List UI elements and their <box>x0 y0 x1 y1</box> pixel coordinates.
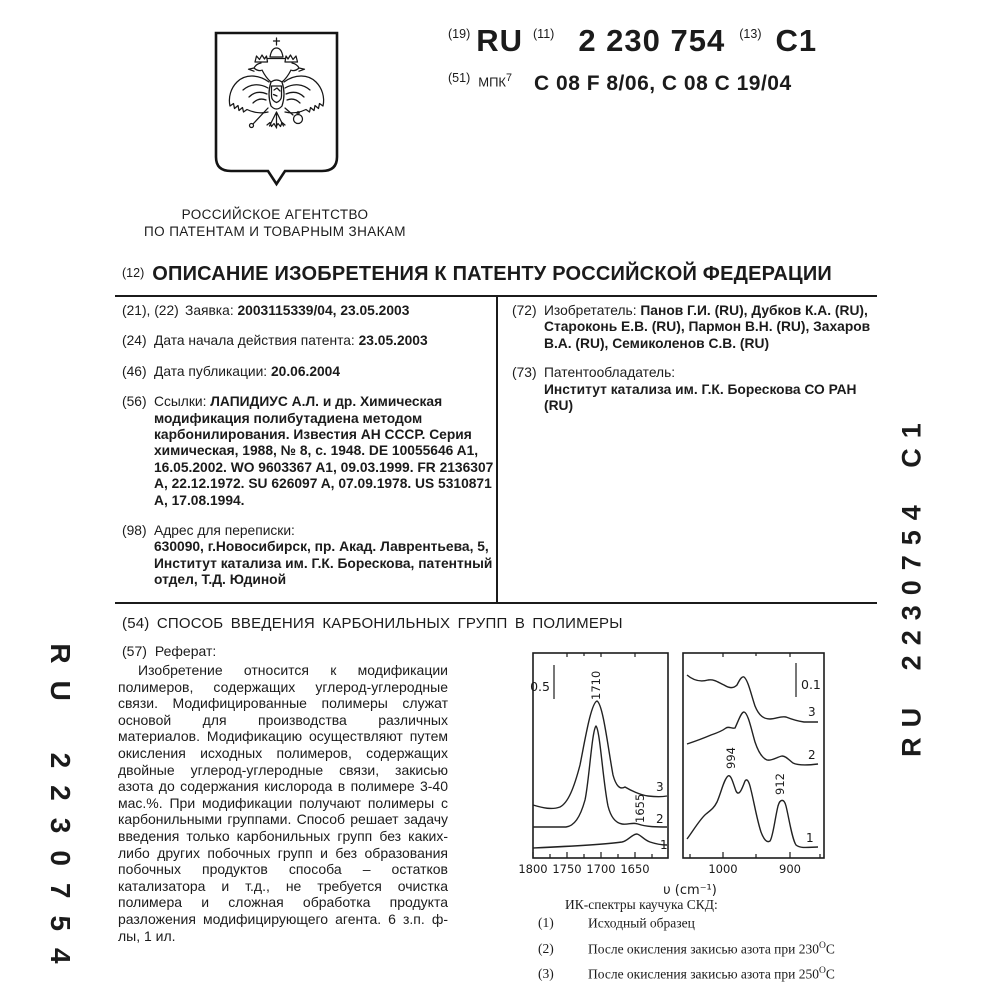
right-curve1-label: 1 <box>806 831 814 845</box>
address-label: Адрес для переписки: <box>154 523 295 539</box>
peak-label-912: 912 <box>773 773 787 795</box>
references-value: ЛАПИДИУС А.Л. и др. Химическая модификация полибутадиена методом карбонилирования. Известия АН СССР. Серия химическая, 1988, № 8, с. 1948. DE 10055646 A1, 16.05.2002. WO 9603367 A1, 09.03.1999. FR 2136307 A, 22.12.1972. SU 626097 A, 07.09.1978. US 5310871 A, 17.08.1994. <box>154 394 494 508</box>
right-curve-2 <box>687 712 818 765</box>
legend-text-3: После окисления закисью азота при $250^ОС$ <box>588 966 835 982</box>
legend-text-1: Исходный образец <box>588 915 695 931</box>
inid-12: (12) <box>122 266 145 280</box>
inid-46: (46) <box>122 363 147 379</box>
pub-date-label: Дата публикации: <box>154 363 268 379</box>
publication-header <box>448 24 817 58</box>
legend-num-2: (2) <box>538 940 554 956</box>
inid-56: (56) <box>122 394 147 410</box>
start-date-label: Дата начала действия патента: <box>154 333 355 349</box>
inid-73: (73) <box>512 365 537 381</box>
agency-line2: ПО ПАТЕНТАМ И ТОВАРНЫМ ЗНАКАМ <box>144 224 406 239</box>
right-curve3-label: 3 <box>808 705 816 719</box>
application-label: Заявка: <box>185 303 234 318</box>
ir-spectra-figure <box>510 643 894 901</box>
document-title-text: ОПИСАНИЕ ИЗОБРЕТЕНИЯ К ПАТЕНТУ РОССИЙСКОЙ ФЕДЕРАЦИИ <box>152 263 832 285</box>
ipc-codes: C 08 F 8/06, C 08 C 19/04 <box>534 72 792 95</box>
left-margin-publication-number: RU 2230754 <box>45 643 76 981</box>
inid-19: (19) <box>448 27 471 41</box>
agency-name <box>110 206 440 240</box>
coat-of-arms-box <box>212 30 341 192</box>
left-curve2-label: 2 <box>656 812 664 826</box>
legend-num-3: (3) <box>538 966 554 981</box>
pub-date-value: 20.06.2004 <box>270 363 341 379</box>
patentee-value: Институт катализа им. Г.К. Борескова СО РАН (RU) <box>544 381 857 414</box>
right-scale-value: 0.1 <box>801 677 821 692</box>
inventors-value: Панов Г.И. (RU), Дубков К.А. (RU), Староконь Е.В. (RU), Пармон В.Н. (RU), Захаров В.А. (RU), Семиколенов С.В. (RU) <box>544 303 871 351</box>
legend-text-2: После окисления закисью азота при $230^ОС$ <box>588 940 835 956</box>
country-code: RU <box>476 23 524 58</box>
right-margin-publication-number: RU 2230754 C1 <box>896 413 927 757</box>
inid-11: (11) <box>533 27 555 41</box>
inid-98: (98) <box>122 523 147 539</box>
right-curve-1 <box>687 776 818 848</box>
legend-item-1 <box>538 915 888 932</box>
tick-1750: 1750 <box>552 862 582 876</box>
application-value: 2003115339/04, 23.05.2003 <box>237 303 410 318</box>
abstract-heading <box>122 643 216 659</box>
field-correspondence-address <box>122 523 494 589</box>
document-title <box>122 263 832 286</box>
inid-72: (72) <box>512 303 537 318</box>
inid-13: (13) <box>739 27 762 41</box>
right-curve-3 <box>687 675 818 722</box>
legend-num-1: (1) <box>538 915 554 930</box>
field-inventors <box>512 303 875 352</box>
field-application <box>122 303 494 319</box>
abstract-label: Реферат: <box>154 643 217 659</box>
x-axis-label: υ (cm⁻¹) <box>663 883 717 898</box>
ipc-header <box>448 68 792 96</box>
inid-57: (57) <box>122 643 147 659</box>
left-curve-3 <box>533 701 667 808</box>
tick-1650: 1650 <box>620 862 650 876</box>
legend-item-3 <box>538 966 888 983</box>
biblio-left-column <box>122 303 494 603</box>
inid-21-22: (21), (22) <box>122 303 179 318</box>
invention-title-text: СПОСОБ ВВЕДЕНИЯ КАРБОНИЛЬНЫХ ГРУПП В ПОЛИМЕРЫ <box>156 615 623 632</box>
left-scale-value: 0.5 <box>530 679 550 694</box>
agency-line1: РОССИЙСКОЕ АГЕНТСТВО <box>181 207 369 222</box>
peak-label-994: 994 <box>724 747 738 769</box>
legend-item-2 <box>538 941 888 958</box>
inid-24: (24) <box>122 333 147 349</box>
tick-1800: 1800 <box>518 862 548 876</box>
double-headed-eagle-icon <box>229 38 323 128</box>
left-panel-curves <box>533 701 667 848</box>
biblio-right-column <box>512 303 875 428</box>
left-curve3-label: 3 <box>656 780 664 794</box>
peak-label-1710: 1710 <box>589 670 603 700</box>
field-start-date <box>122 333 494 349</box>
left-curve1-label: 1 <box>660 838 668 852</box>
patentee-label: Патентообладатель: <box>544 365 676 381</box>
kind-code: C1 <box>775 23 818 58</box>
ipc-label: МПК$^7$ <box>478 72 513 90</box>
publication-number: 2 230 754 <box>578 23 726 58</box>
russian-coat-of-arms-icon <box>212 30 341 187</box>
right-panel-curves <box>687 675 818 848</box>
figure-caption: ИК-спектры каучука СКД: <box>565 897 718 912</box>
abstract-text: Изобретение относится к модификации полимеров, содержащих углерод-углеродные связи. Модифицированные полимеры служат основой для производства различных материалов. Модификацию осуществляют путем окисления исходных полимеров, содержащих двойные углерод-углеродные связи, закисью азота до содержания кислорода в полимере 3-40 мас.%. При модификации получают полимеры с карбонильными группами. Способ решает задачу введения только карбонильных групп без каких-либо других побочных групп и без образования побочных продуктов способа – остатков катализатора и т.д., не требуется очистка полимера и сложная обработка продукта разложения модифицирующего агента. 6 з.п. ф-лы, 1 ил. <box>118 662 448 944</box>
address-value: 630090, г.Новосибирск, пр. Акад. Лаврентьева, 5, Институт катализа им. Г.К. Борескова, патентный отдел, Т.Д. Юдиной <box>154 539 493 588</box>
inventors-label: Изобретатель: <box>544 303 637 318</box>
column-divider <box>496 296 498 602</box>
field-publication-date <box>122 364 494 380</box>
tick-900: 900 <box>779 862 801 876</box>
left-curve-1 <box>533 834 667 848</box>
inid-54: (54) <box>122 615 150 632</box>
references-label: Ссылки: <box>154 394 207 410</box>
invention-title <box>122 615 623 632</box>
tick-1700: 1700 <box>586 862 616 876</box>
peak-label-1655: 1655 <box>633 793 647 823</box>
inid-51: (51) <box>448 71 471 85</box>
figure-legend <box>538 915 888 992</box>
field-patentee <box>512 365 875 414</box>
right-curve2-label: 2 <box>808 748 816 762</box>
start-date-value: 23.05.2003 <box>358 333 428 349</box>
ipc-edition-superscript: 7 <box>505 72 513 84</box>
field-references <box>122 394 494 509</box>
tick-1000: 1000 <box>708 862 738 876</box>
